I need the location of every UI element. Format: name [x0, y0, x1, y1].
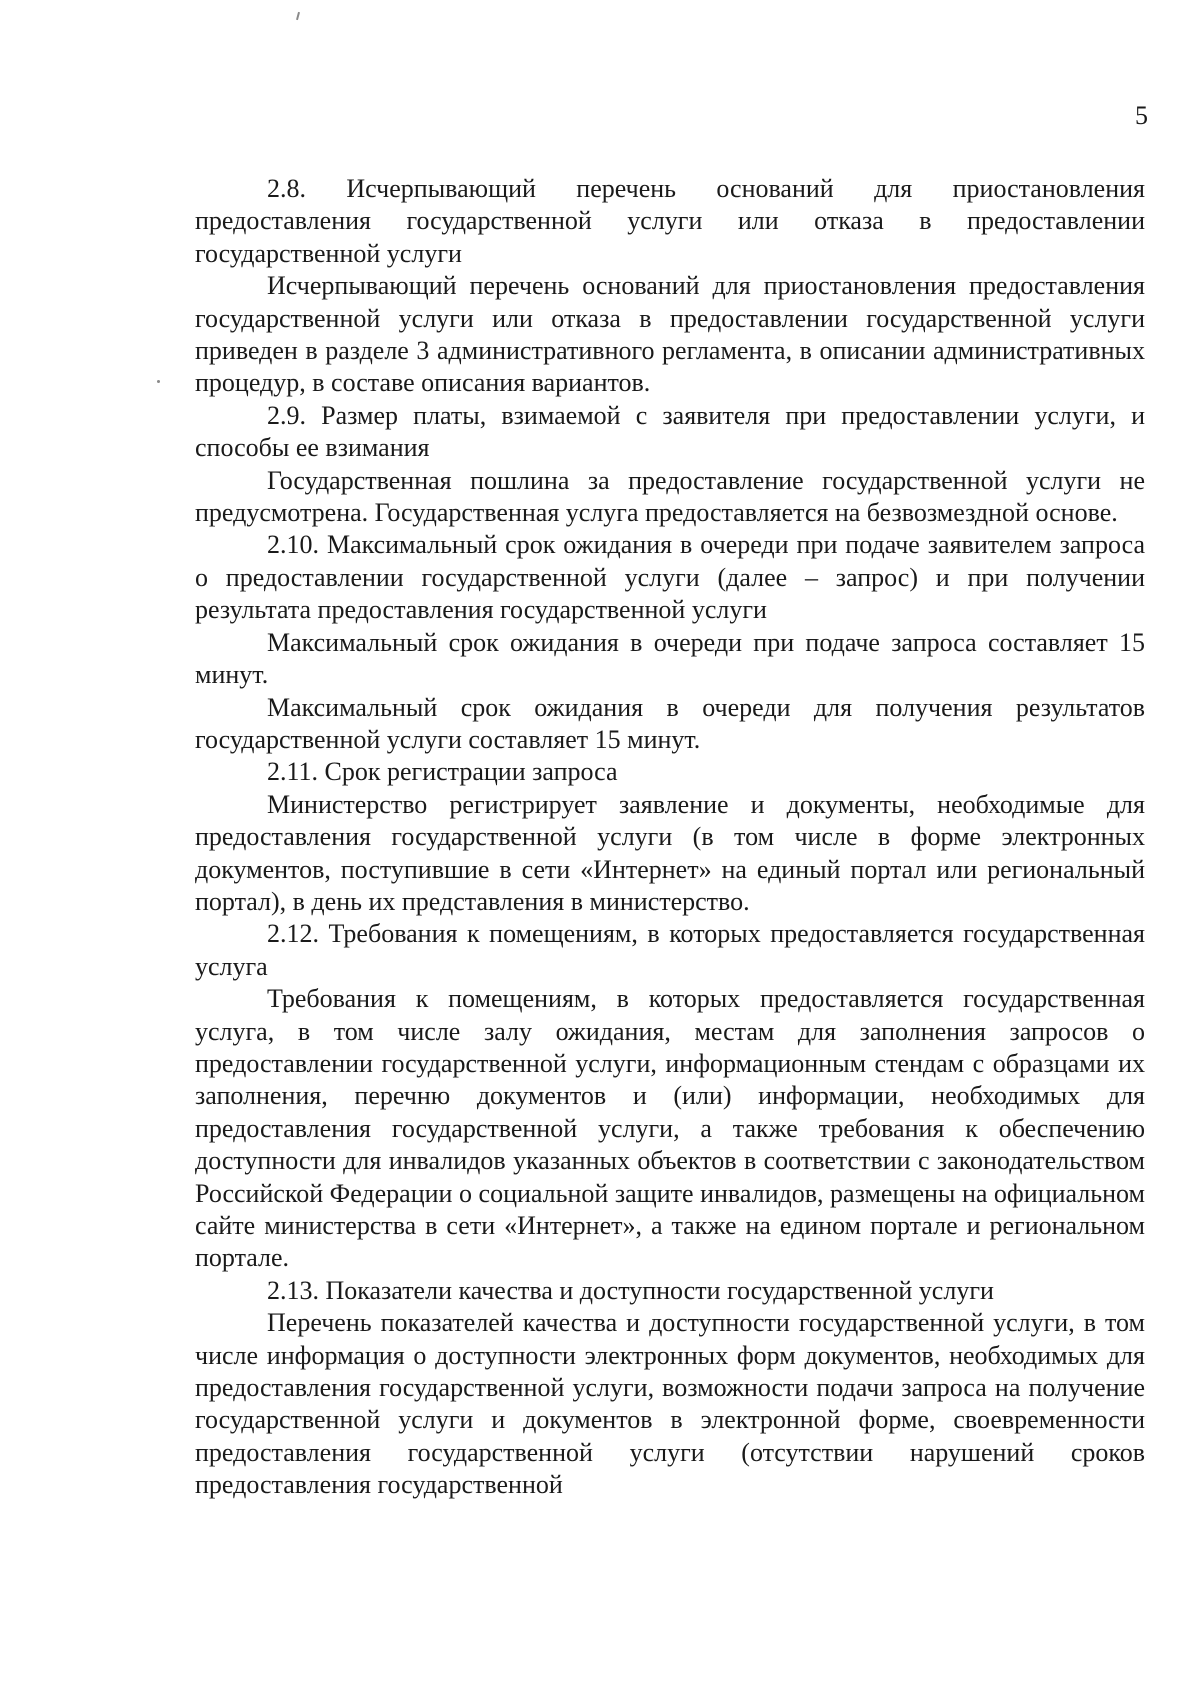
section-heading-2-8: 2.8. Исчерпывающий перечень оснований для приостановления предоставления государственной услуги или отказа в предоставлении государственной услуги	[195, 174, 1145, 268]
section-heading-2-12: 2.12. Требования к помещениям, в которых предоставляется государственная услуга	[195, 919, 1145, 981]
section-heading-2-11: 2.11. Срок регистрации запроса	[267, 757, 618, 787]
section-heading-2-13: 2.13. Показатели качества и доступности государственной услуги	[267, 1275, 994, 1305]
paragraph: Максимальный срок ожидания в очереди при подаче запроса составляет 15 минут.	[195, 627, 1145, 690]
paragraph: Требования к помещениям, в которых предоставляется государственная услуга, в том числе залу ожидания, местам для заполнения запросов о предоставлении государственной услуги, информационным стендам с образцами их заполнения, перечню документов и (или) информации, необходимых для предоставления государственной услуги, а также требования к обеспечению доступности для инвалидов указанных объектов в соответствии с законодательством Российской Федерации о социальной защите инвалидов, размещены на официальном сайте министерства в сети «Интернет», а также на едином портале и региональном портале.	[195, 984, 1145, 1273]
section-heading-2-10: 2.10. Максимальный срок ожидания в очереди при подаче заявителем запроса о предоставлении государственной услуги (далее – запрос) и при получении результата предоставления государственной услуги	[195, 530, 1145, 625]
paragraph: Министерство регистрирует заявление и документы, необходимые для предоставления государственной услуги (в том числе в форме электронных документов, поступившие в сети «Интернет» на единый портал или региональный портал), в день их представления в министерство.	[195, 789, 1145, 916]
scan-artifact-dot	[157, 380, 160, 383]
paragraph: Перечень показателей качества и доступности государственной услуги, в том числе информация о доступности электронных форм документов, необходимых для предоставления государственной услуги, возможности подачи запроса на получение государственной услуги и документов в электронной форме, своевременности предоставления государственной услуги (отсутствии нарушений сроков предоставления государственной	[195, 1308, 1145, 1500]
paragraph: Исчерпывающий перечень оснований для приостановления предоставления государственной услуги или отказа в предоставлении государственной услуги приведен в разделе 3 административного регламента, в описании административных процедур, в составе описания вариантов.	[195, 271, 1145, 398]
page-number: 5	[1135, 101, 1148, 130]
paragraph: Максимальный срок ожидания в очереди для получения результатов государственной услуги составляет 15 минут.	[195, 692, 1145, 754]
paragraph: Государственная пошлина за предоставление государственной услуги не предусмотрена. Государственная услуга предоставляется на безвозмездной основе.	[195, 465, 1145, 528]
scan-artifact-mark	[296, 12, 300, 20]
document-body	[195, 173, 1145, 1502]
section-heading-2-9: 2.9. Размер платы, взимаемой с заявителя при предоставлении услуги, и способы ее взимания	[195, 400, 1145, 463]
